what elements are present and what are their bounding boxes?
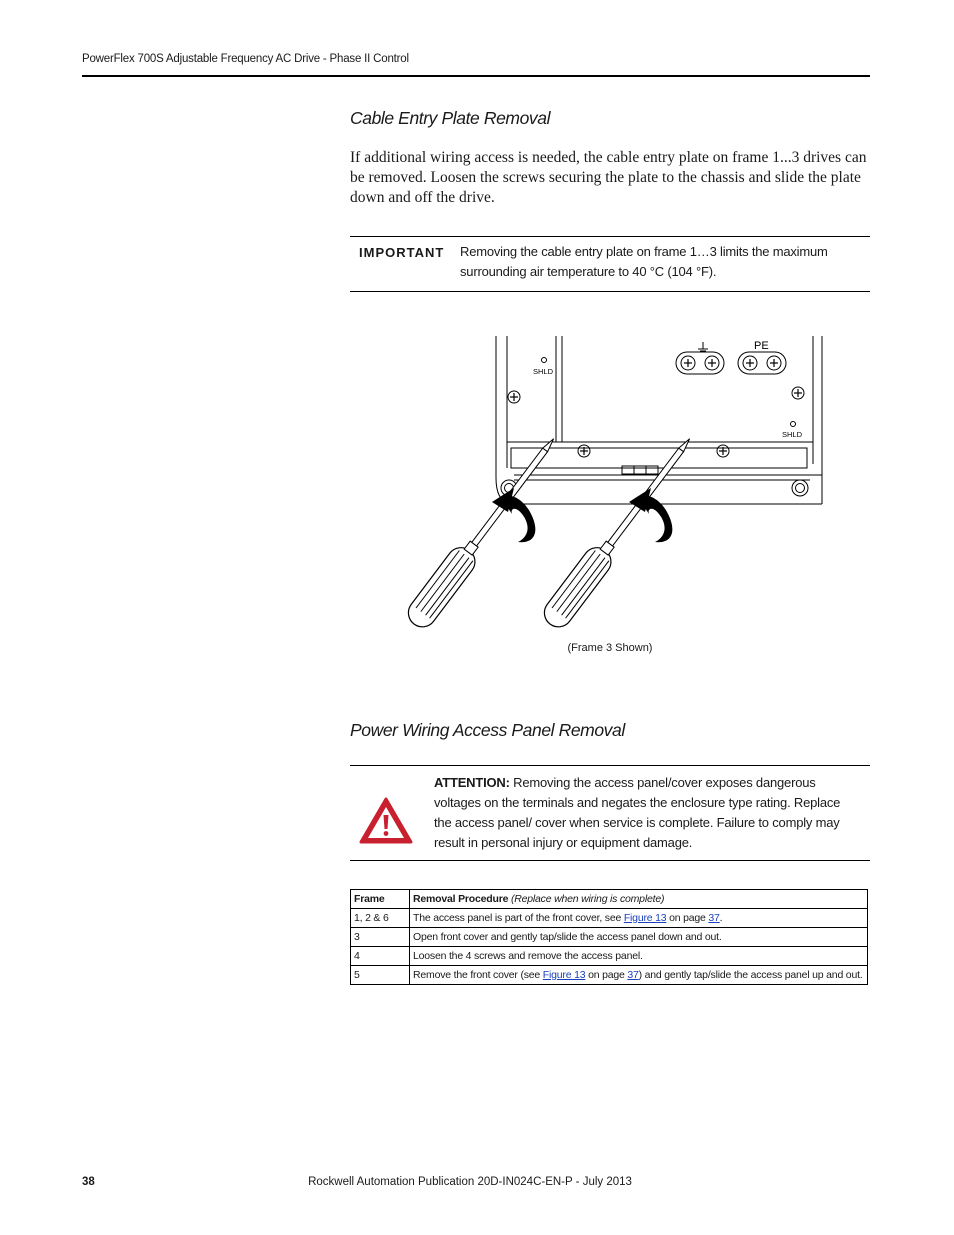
- pe-label: PE: [754, 340, 769, 352]
- header-procedure-label: Removal Procedure: [413, 893, 509, 905]
- figure-13-link[interactable]: Figure 13: [623, 912, 667, 924]
- procedure-text: on page: [666, 912, 709, 924]
- section-title-cable-entry: Cable Entry Plate Removal: [350, 108, 551, 128]
- attention-label: ATTENTION:: [434, 775, 510, 790]
- procedure-text: ) and gently tap/slide the access panel up and out.: [638, 969, 863, 981]
- table-row: [351, 966, 868, 985]
- figure-13-link[interactable]: Figure 13: [542, 969, 586, 981]
- procedure-text: Remove the front cover (see: [413, 969, 543, 981]
- screwdriver-right-icon: [539, 430, 701, 630]
- procedure-cell: Loosen the 4 screws and remove the access panel.: [410, 947, 868, 966]
- header-procedure: [410, 890, 868, 909]
- important-label: IMPORTANT: [359, 245, 445, 260]
- page-37-link[interactable]: 37: [627, 969, 639, 981]
- section-title-power-wiring: Power Wiring Access Panel Removal: [350, 720, 625, 740]
- warning-triangle-icon: [358, 796, 414, 846]
- procedure-cell: [410, 909, 868, 928]
- frame-cell: 1, 2 & 6: [351, 909, 410, 928]
- important-text: Removing the cable entry plate on frame 1…3 limits the maximum surrounding air temperature to 40 °C (104 °F).: [460, 244, 828, 279]
- procedure-text: .: [719, 912, 723, 924]
- table-row: [351, 928, 868, 947]
- important-callout: [350, 236, 870, 292]
- removal-procedure-table: [350, 889, 868, 985]
- page-37-link[interactable]: 37: [708, 912, 720, 924]
- running-header: PowerFlex 700S Adjustable Frequency AC Drive - Phase II Control: [82, 53, 409, 65]
- header-frame: Frame: [351, 890, 410, 909]
- publication-footer: Rockwell Automation Publication 20D-IN024C-EN-P - July 2013: [308, 1176, 632, 1188]
- procedure-cell: Open front cover and gently tap/slide the access panel down and out.: [410, 928, 868, 947]
- shld-label-left: SHLD: [533, 367, 554, 376]
- header-procedure-note: (Replace when wiring is complete): [510, 893, 665, 905]
- cable-entry-plate-figure: [390, 330, 830, 630]
- shld-label-right: SHLD: [782, 430, 803, 439]
- procedure-cell: [410, 966, 868, 985]
- header-rule: [82, 75, 870, 77]
- table-header-row: [351, 890, 868, 909]
- table-row: [351, 947, 868, 966]
- figure-caption: (Frame 3 Shown): [567, 642, 653, 654]
- attention-body: Removing the access panel/cover exposes dangerous voltages on the terminals and negates the enclosure type rating. Replace the access panel/ cover when service is complete. Failure to comply may result in personal injury or equipment damage.: [434, 775, 841, 850]
- procedure-text: The access panel is part of the front cover, see: [413, 912, 624, 924]
- attention-text: [434, 773, 859, 853]
- screwdriver-left-icon: [403, 430, 565, 630]
- table-row: [351, 909, 868, 928]
- frame-cell: 3: [351, 928, 410, 947]
- procedure-text: on page: [585, 969, 628, 981]
- frame-cell: 5: [351, 966, 410, 985]
- attention-callout: [350, 765, 870, 861]
- frame-cell: 4: [351, 947, 410, 966]
- cable-entry-paragraph: If additional wiring access is needed, the cable entry plate on frame 1...3 drives can be removed. Loosen the screws securing the plate to the chassis and slide the plate down and off the drive.: [350, 149, 867, 206]
- page-number: 38: [82, 1176, 95, 1188]
